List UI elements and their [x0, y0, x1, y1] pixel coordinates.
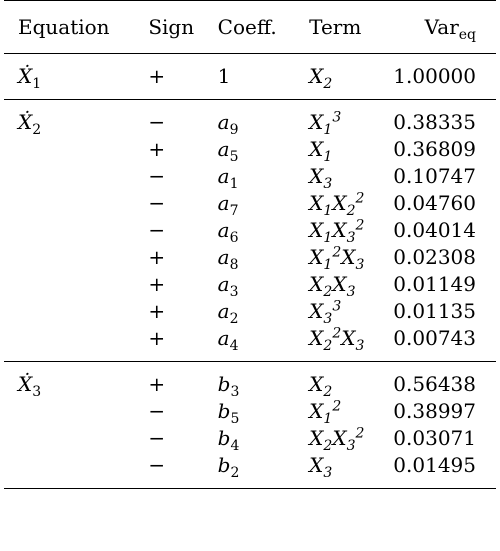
cell-sign: −: [148, 191, 166, 215]
coefficients-table: [4, 0, 496, 489]
cell-equation: [4, 190, 130, 217]
table-row: [4, 244, 496, 271]
cell-equation: [4, 244, 130, 271]
header-equation: Equation: [4, 1, 130, 54]
cell-var-eq: 0.01135: [393, 299, 476, 323]
cell-var-eq: 1.00000: [393, 64, 476, 88]
cell-equation: [4, 452, 130, 489]
coeff-symbol: a: [217, 299, 230, 323]
cell-equation: [4, 217, 130, 244]
cell-sign: −: [130, 452, 203, 489]
cell-term: $X_3$: [309, 164, 333, 192]
coeff-index: 5: [230, 411, 240, 427]
table-body: [4, 54, 496, 489]
cell-term: $X_3$: [293, 452, 393, 489]
cell-sign: −: [148, 426, 166, 450]
equation-symbol: Ẋ: [18, 64, 33, 88]
cell-equation: [4, 271, 130, 298]
coeff-index: 4: [230, 438, 240, 454]
cell-sign: −: [130, 100, 203, 137]
coeff-symbol: a: [217, 110, 230, 134]
cell-equation: [4, 100, 130, 137]
cell-var-eq: 0.38335: [393, 100, 496, 137]
coeff-index: 6: [229, 230, 239, 246]
coeff-index: 5: [229, 149, 239, 165]
coeff-symbol: a: [217, 218, 230, 242]
coeff-symbol: a: [217, 137, 230, 161]
coeff-index: 3: [230, 384, 240, 400]
coeff-index: 4: [229, 338, 239, 354]
cell-sign: +: [148, 272, 166, 296]
table-row: [4, 54, 496, 100]
cell-coeff: [204, 54, 293, 100]
cell-term: $X_2^2X_3$: [309, 325, 365, 354]
cell-sign: +: [148, 326, 166, 350]
cell-term: $X_3^3$: [309, 298, 342, 327]
cell-equation: [4, 163, 130, 190]
table-row: [4, 163, 496, 190]
cell-var-eq: 0.56438: [393, 362, 496, 399]
cell-equation: [4, 362, 130, 399]
header-sign: Sign: [130, 1, 203, 54]
cell-coeff: [204, 217, 293, 244]
table-row: [4, 325, 496, 362]
header-term: Term: [293, 1, 393, 54]
cell-var-eq: 0.38997: [393, 399, 476, 423]
cell-term: $X_1$: [309, 137, 333, 165]
table-row: [4, 136, 496, 163]
cell-term: $X_1^2$: [309, 398, 342, 427]
cell-sign: +: [148, 299, 166, 323]
cell-coeff: [204, 136, 293, 163]
cell-coeff: [204, 163, 293, 190]
cell-sign: +: [130, 362, 203, 399]
cell-var-eq: 0.03071: [393, 426, 476, 450]
cell-coeff: [204, 244, 293, 271]
cell-equation: [4, 425, 130, 452]
cell-equation: [4, 298, 130, 325]
coeff-index: 3: [229, 284, 239, 300]
table-row: [4, 100, 496, 137]
coeff-symbol: b: [217, 372, 231, 396]
cell-sign: +: [148, 245, 166, 269]
table-row: [4, 217, 496, 244]
cell-term: $X_2X_3^2$: [309, 425, 365, 454]
cell-var-eq: 0.36809: [393, 137, 476, 161]
cell-coeff: [204, 298, 293, 325]
cell-coeff: [204, 425, 293, 452]
cell-equation: [4, 325, 130, 362]
cell-coeff: [204, 271, 293, 298]
table-row: [4, 425, 496, 452]
cell-sign: +: [148, 64, 166, 88]
coeff-symbol: a: [217, 245, 230, 269]
header-var-eq: [393, 1, 496, 54]
cell-var-eq: 0.04760: [393, 191, 476, 215]
cell-term: $X_2$: [293, 362, 393, 399]
cell-sign: −: [148, 399, 166, 423]
table-row: [4, 298, 496, 325]
cell-coeff: [204, 362, 293, 399]
cell-coeff: [204, 398, 293, 425]
coeff-symbol: 1: [217, 64, 231, 88]
table-row: [4, 271, 496, 298]
coeff-index: 8: [229, 257, 239, 273]
equation-symbol: Ẋ: [18, 372, 33, 396]
table-header-row: [4, 1, 496, 54]
cell-term: $X_1^2X_3$: [309, 244, 365, 273]
equation-index: 2: [32, 122, 42, 138]
cell-term: $X_1X_2^2$: [309, 190, 365, 219]
coeff-index: 2: [229, 311, 239, 327]
coeff-symbol: a: [217, 272, 230, 296]
cell-sign: −: [148, 218, 166, 242]
cell-equation: [4, 136, 130, 163]
cell-equation: [4, 54, 130, 100]
coeff-index: 9: [229, 122, 239, 138]
cell-coeff: [204, 325, 293, 362]
table-row: [4, 398, 496, 425]
table-row: [4, 452, 496, 489]
cell-term: $X_2$: [309, 64, 333, 92]
cell-sign: −: [148, 164, 166, 188]
equation-symbol: Ẋ: [18, 110, 33, 134]
cell-coeff: [204, 452, 293, 489]
equation-index: 3: [32, 384, 42, 400]
equation-index: 1: [32, 76, 42, 92]
header-var-base: Var: [424, 15, 459, 39]
cell-term: $X_2X_3$: [309, 272, 356, 300]
cell-var-eq: 0.10747: [393, 164, 476, 188]
cell-coeff: [204, 100, 293, 137]
coeff-symbol: b: [217, 453, 231, 477]
cell-var-eq: 0.00743: [393, 326, 476, 350]
cell-sign: +: [148, 137, 166, 161]
cell-coeff: [204, 190, 293, 217]
cell-term: $X_1^3$: [293, 100, 393, 137]
coeff-index: 7: [229, 203, 239, 219]
cell-var-eq: 0.01495: [393, 452, 496, 489]
cell-var-eq: 0.01149: [393, 272, 476, 296]
cell-var-eq: 0.04014: [393, 218, 476, 242]
header-var-sub: eq: [458, 27, 476, 43]
coeff-symbol: a: [217, 326, 230, 350]
cell-equation: [4, 398, 130, 425]
table-row: [4, 362, 496, 399]
table-row: [4, 190, 496, 217]
coeff-symbol: a: [217, 191, 230, 215]
header-coeff: Coeff.: [204, 1, 293, 54]
cell-var-eq: 0.02308: [393, 245, 476, 269]
coeff-index: 1: [229, 176, 239, 192]
cell-term: $X_1X_3^2$: [309, 217, 365, 246]
coeff-index: 2: [230, 465, 240, 481]
coeff-symbol: b: [217, 399, 231, 423]
coeff-symbol: b: [217, 426, 231, 450]
coeff-symbol: a: [217, 164, 230, 188]
